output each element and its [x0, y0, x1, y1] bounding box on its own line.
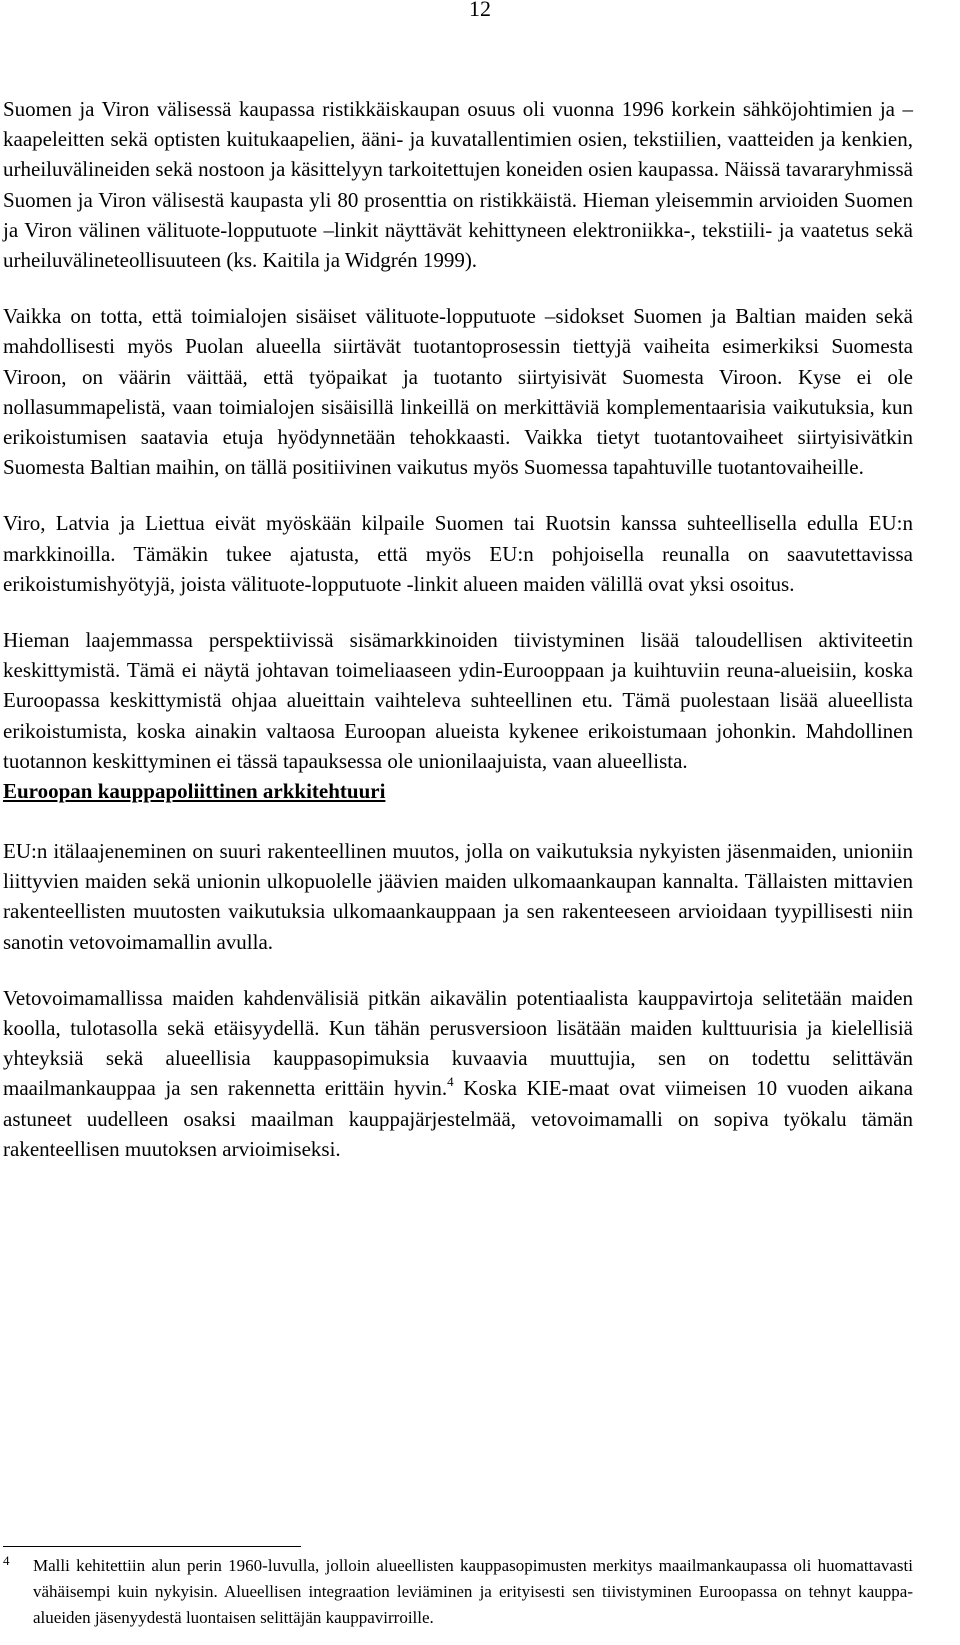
- gravity-model-text-end: Koska KIE-maat ovat viimeisen 10 vuoden aikana astuneet uudelleen osaksi maailman kauppajärjestelmää, vetovoimamalli on sopiva työkalu tämän rakenteellisen muutoksen arvioimiseksi.: [3, 1076, 913, 1161]
- paragraph-single-market: Hieman laajemmassa perspektiivissä sisämarkkinoiden tiivistyminen lisää taloudellisen aktiviteetin keskittymistä. Tämä ei näytä johtavan toimeliaaseen ydin-Eurooppaan ja kuihtuviin reuna-alueisiin, koska Euroopassa keskittymistä ohjaa alueittain vaihteleva suhteellinen etu. Tämä puolestaan lisää alueellista erikoistumista, koska ainakin valtaosa Euroopan alueista kykenee erikoistumaan johonkin. Mahdollinen tuotannon keskittyminen ei tässä tapauksessa ole unionilaajuista, vaan alueellista.: [3, 628, 913, 773]
- footnote: [3, 1553, 913, 1631]
- paragraph-eastern-enlargement: EU:n itälaajeneminen on suuri rakenteellinen muutos, jolla on vaikutuksia nykyisten jäsenmaiden, unioniin liittyvien maiden sekä unionin ulkopuolelle jäävien maiden ulkomaankaupan kannalta. Tällaisten mittavien rakenteellisten muutosten vaikutuksia ulkomaankauppaan ja sen rakenteeseen arvioidaan tyypillisesti niin sanotin vetovoimamallin avulla.: [3, 839, 913, 954]
- footnote-reference: 4: [447, 1074, 454, 1090]
- paragraph-intermediate-links: Vaikka on totta, että toimialojen sisäiset välituote-lopputuote –sidokset Suomen ja Baltian maiden sekä mahdollisesti myös Puolan alueella siirtävät tuotantoprosessin tiettyjä vaiheita esimerkiksi Suomesta Viroon, on väärin väittää, että työpaikat ja tuotanto siirtyisivät Suomesta Viroon. Kyse ei ole nollasummapelistä, vaan toimialojen sisäisillä linkeillä on merkittäviä komplementaarisia vaikutuksia, kun erikoistumisen saatavia etuja hyödynnetään tehokkaasti. Vaikka tietyt tuotantovaiheet siirtyisivätkin Suomesta Baltian maihin, on tällä positiivinen vaikutus myös Suomessa tapahtuville tuotantovaiheille.: [3, 304, 913, 480]
- section-heading: Euroopan kauppapoliittinen arkkitehtuuri: [3, 779, 386, 804]
- gravity-model-text-start: Vetovoimamallissa maiden kahdenvälisiä pitkän aikavälin potentiaalista kauppavirtoja selitetään maiden koolla, tulotasolla sekä etäisyydellä. Kun tähän perusversioon lisätään maiden kulttuurisia ja kielellisiä yhteyksiä sekä alueellisia kauppasopimuksia kuvaavia muuttujia, sen on todettu selittävän maailmankauppaa ja sen rakennetta erittäin hyvin.: [3, 985, 913, 1101]
- body-text: [3, 94, 913, 1164]
- paragraph-cross-trade: Suomen ja Viron välisessä kaupassa ristikkäiskaupan osuus oli vuonna 1996 korkein sähköjohtimien ja –kaapeleitten sekä optisten kuitukaapelien, ääni- ja kuvatallentimien osien, tekstiilien, vaatteiden ja kenkien, urheiluvälineiden sekä nostoon ja käsittelyyn tarkoitettujen koneiden osien kaupassa. Näissä tavararyhmissä Suomen ja Viron välisestä kaupasta yli 80 prosenttia on ristikkäistä. Hieman yleisemmin arvioiden Suomen ja Viron välinen välituote-lopputuote –linkit näyttävät kehittyneen elektroniikka-, tekstiili- ja vaatetus sekä urheiluvälineteollisuuteen (ks. Kaitila ja Widgrén 1999).: [3, 97, 913, 273]
- footnote-marker: 4: [3, 1553, 10, 1568]
- footnote-text: Malli kehitettiin alun perin 1960-luvulla, jolloin alueellisten kauppasopimusten merkitys maailmankaupassa oli huomattavasti vähäisempi kuin nykyisin. Alueellisen integraation leviäminen ja erityisesti sen tiivistyminen Euroopassa on tehnyt kauppa-alueiden jäsenyydestä luontaisen selittäjän kauppavirroille.: [33, 1556, 913, 1627]
- paragraph-gravity-model: [3, 983, 913, 1164]
- footnote-separator: [3, 1546, 301, 1547]
- page-number: 12: [469, 0, 491, 21]
- paragraph-baltic-competition: Viro, Latvia ja Liettua eivät myöskään kilpaile Suomen tai Ruotsin kanssa suhteellisella edulla EU:n markkinoilla. Tämäkin tukee ajatusta, että myös EU:n pohjoisella reunalla on saavutettavissa erikoistumishyötyjä, joista välituote-lopputuote -linkit alueen maiden välillä ovat yksi osoitus.: [3, 511, 913, 596]
